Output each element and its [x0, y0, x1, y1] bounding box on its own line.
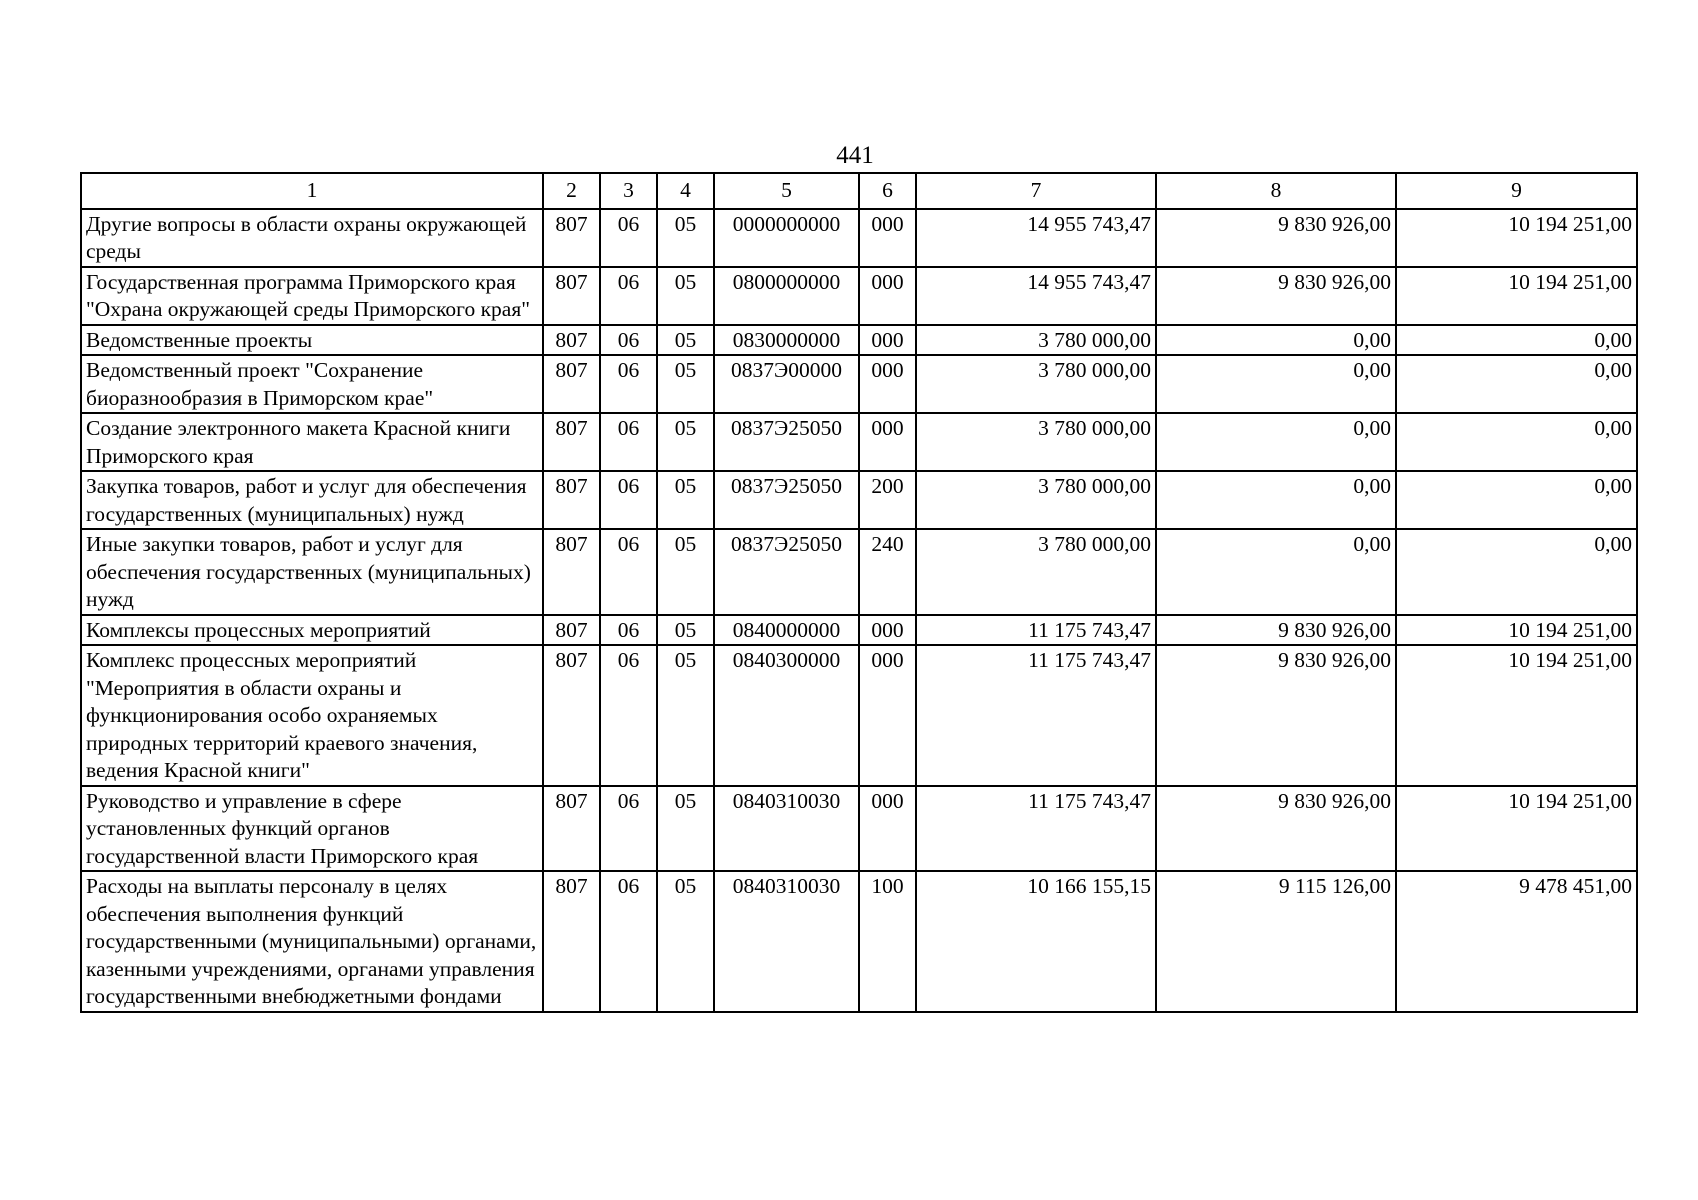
row-col-3: 06	[600, 871, 657, 1012]
row-amount-7: 14 955 743,47	[916, 267, 1156, 325]
table-row	[81, 325, 1637, 356]
row-name: Ведомственные проекты	[81, 325, 543, 356]
row-col-6: 100	[859, 871, 916, 1012]
row-amount-9: 9 478 451,00	[1396, 871, 1637, 1012]
row-col-6: 000	[859, 267, 916, 325]
row-name: Руководство и управление в сфере установленных функций органов государственной власти Приморского края	[81, 786, 543, 872]
row-amount-9: 10 194 251,00	[1396, 209, 1637, 267]
row-col-3: 06	[600, 471, 657, 529]
row-col-6: 000	[859, 645, 916, 786]
row-col-5: 0840000000	[714, 615, 859, 646]
row-col-4: 05	[657, 786, 714, 872]
row-amount-9: 10 194 251,00	[1396, 267, 1637, 325]
row-col-2: 807	[543, 529, 600, 615]
row-col-6: 000	[859, 355, 916, 413]
budget-table	[80, 172, 1638, 1013]
row-amount-8: 9 830 926,00	[1156, 209, 1396, 267]
page-number-text: 441	[836, 142, 874, 169]
header-col-8: 8	[1156, 173, 1396, 209]
header-col-5: 5	[714, 173, 859, 209]
row-col-4: 05	[657, 615, 714, 646]
header-col-4: 4	[657, 173, 714, 209]
row-col-3: 06	[600, 413, 657, 471]
row-col-5: 0800000000	[714, 267, 859, 325]
header-col-7: 7	[916, 173, 1156, 209]
header-col-1: 1	[81, 173, 543, 209]
row-col-4: 05	[657, 209, 714, 267]
header-col-3: 3	[600, 173, 657, 209]
row-col-2: 807	[543, 615, 600, 646]
table-row	[81, 267, 1637, 325]
header-row	[81, 173, 1637, 209]
row-amount-8: 0,00	[1156, 355, 1396, 413]
row-col-3: 06	[600, 529, 657, 615]
row-amount-9: 0,00	[1396, 325, 1637, 356]
page-number	[0, 143, 1698, 168]
row-col-6: 000	[859, 209, 916, 267]
row-col-5: 0837Э25050	[714, 471, 859, 529]
row-name: Закупка товаров, работ и услуг для обеспечения государственных (муниципальных) нужд	[81, 471, 543, 529]
row-amount-7: 10 166 155,15	[916, 871, 1156, 1012]
row-col-5: 0830000000	[714, 325, 859, 356]
row-amount-9: 0,00	[1396, 471, 1637, 529]
row-amount-7: 3 780 000,00	[916, 471, 1156, 529]
row-col-5: 0837Э25050	[714, 529, 859, 615]
row-name: Иные закупки товаров, работ и услуг для обеспечения государственных (муниципальных) нужд	[81, 529, 543, 615]
row-col-4: 05	[657, 325, 714, 356]
row-amount-7: 3 780 000,00	[916, 355, 1156, 413]
row-name: Комплексы процессных мероприятий	[81, 615, 543, 646]
table-row	[81, 615, 1637, 646]
row-col-2: 807	[543, 786, 600, 872]
row-col-4: 05	[657, 267, 714, 325]
row-amount-9: 0,00	[1396, 413, 1637, 471]
row-amount-9: 0,00	[1396, 529, 1637, 615]
row-col-2: 807	[543, 413, 600, 471]
row-col-4: 05	[657, 355, 714, 413]
row-amount-7: 3 780 000,00	[916, 325, 1156, 356]
table-row	[81, 645, 1637, 786]
row-col-3: 06	[600, 645, 657, 786]
row-col-6: 200	[859, 471, 916, 529]
table-row	[81, 413, 1637, 471]
row-col-2: 807	[543, 471, 600, 529]
row-col-5: 0000000000	[714, 209, 859, 267]
row-col-3: 06	[600, 209, 657, 267]
row-col-6: 000	[859, 786, 916, 872]
row-col-2: 807	[543, 209, 600, 267]
row-col-4: 05	[657, 529, 714, 615]
row-amount-7: 14 955 743,47	[916, 209, 1156, 267]
row-col-4: 05	[657, 871, 714, 1012]
header-col-6: 6	[859, 173, 916, 209]
row-amount-8: 0,00	[1156, 471, 1396, 529]
row-col-4: 05	[657, 413, 714, 471]
row-amount-9: 10 194 251,00	[1396, 786, 1637, 872]
header-col-9: 9	[1396, 173, 1637, 209]
row-col-4: 05	[657, 471, 714, 529]
row-amount-9: 10 194 251,00	[1396, 645, 1637, 786]
row-amount-8: 9 830 926,00	[1156, 267, 1396, 325]
row-amount-7: 11 175 743,47	[916, 615, 1156, 646]
row-amount-7: 3 780 000,00	[916, 529, 1156, 615]
row-name: Расходы на выплаты персоналу в целях обеспечения выполнения функций государственными (муниципальными) органами, казенными учреждениями, органами управления государственными внебюджетными фондами	[81, 871, 543, 1012]
row-col-3: 06	[600, 615, 657, 646]
row-col-2: 807	[543, 871, 600, 1012]
row-amount-7: 11 175 743,47	[916, 786, 1156, 872]
row-amount-8: 9 830 926,00	[1156, 615, 1396, 646]
header-col-2: 2	[543, 173, 600, 209]
table-row	[81, 786, 1637, 872]
row-col-6: 000	[859, 615, 916, 646]
row-col-5: 0840300000	[714, 645, 859, 786]
row-col-6: 000	[859, 325, 916, 356]
row-name: Государственная программа Приморского края "Охрана окружающей среды Приморского края"	[81, 267, 543, 325]
row-amount-7: 11 175 743,47	[916, 645, 1156, 786]
row-name: Другие вопросы в области охраны окружающей среды	[81, 209, 543, 267]
row-col-2: 807	[543, 355, 600, 413]
row-col-6: 000	[859, 413, 916, 471]
row-name: Комплекс процессных мероприятий "Мероприятия в области охраны и функционирования особо охраняемых природных территорий краевого значения, ведения Красной книги"	[81, 645, 543, 786]
row-amount-8: 9 115 126,00	[1156, 871, 1396, 1012]
row-col-5: 0837Э25050	[714, 413, 859, 471]
row-col-2: 807	[543, 267, 600, 325]
row-col-3: 06	[600, 267, 657, 325]
row-col-3: 06	[600, 786, 657, 872]
row-col-3: 06	[600, 355, 657, 413]
row-amount-9: 0,00	[1396, 355, 1637, 413]
row-amount-7: 3 780 000,00	[916, 413, 1156, 471]
row-amount-8: 9 830 926,00	[1156, 786, 1396, 872]
table-row	[81, 871, 1637, 1012]
row-name: Ведомственный проект "Сохранение биоразнообразия в Приморском крае"	[81, 355, 543, 413]
row-col-5: 0840310030	[714, 786, 859, 872]
row-amount-8: 9 830 926,00	[1156, 645, 1396, 786]
row-col-4: 05	[657, 645, 714, 786]
row-col-2: 807	[543, 645, 600, 786]
row-amount-8: 0,00	[1156, 413, 1396, 471]
row-col-5: 0837Э00000	[714, 355, 859, 413]
row-col-2: 807	[543, 325, 600, 356]
row-col-5: 0840310030	[714, 871, 859, 1012]
row-col-6: 240	[859, 529, 916, 615]
table-row	[81, 529, 1637, 615]
table-row	[81, 355, 1637, 413]
row-amount-8: 0,00	[1156, 529, 1396, 615]
table-row	[81, 209, 1637, 267]
row-amount-8: 0,00	[1156, 325, 1396, 356]
row-amount-9: 10 194 251,00	[1396, 615, 1637, 646]
row-name: Создание электронного макета Красной книги Приморского края	[81, 413, 543, 471]
row-col-3: 06	[600, 325, 657, 356]
table-row	[81, 471, 1637, 529]
